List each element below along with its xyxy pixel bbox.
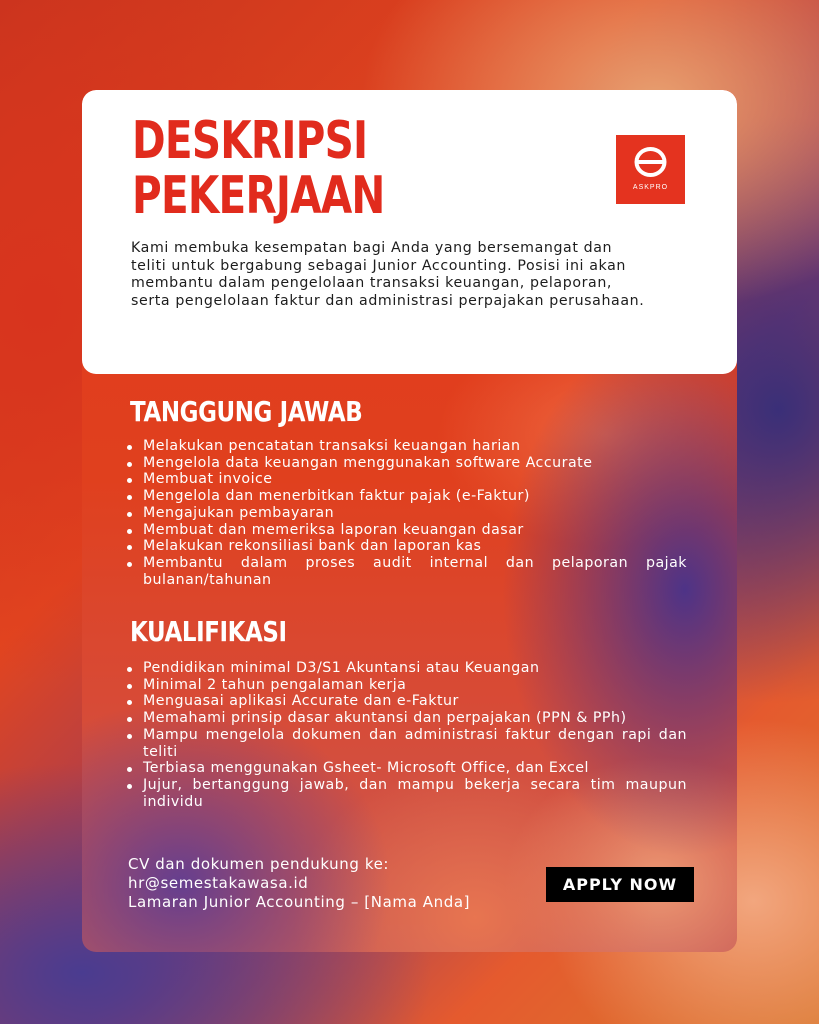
list-item: Pendidikan minimal D3/S1 Akuntansi atau Keuangan bbox=[125, 660, 687, 677]
title-line-2: PEKERJAAN bbox=[132, 166, 385, 226]
header-panel bbox=[82, 90, 737, 374]
list-item: Mengajukan pembayaran bbox=[125, 505, 687, 522]
qualifications-title: KUALIFIKASI bbox=[130, 615, 287, 648]
list-item: Mengelola data keuangan menggunakan software Accurate bbox=[125, 455, 687, 472]
job-card bbox=[82, 90, 737, 952]
list-item: Minimal 2 tahun pengalaman kerja bbox=[125, 677, 687, 694]
title-line-1: DESKRIPSI bbox=[132, 111, 368, 171]
list-item: Menguasai aplikasi Accurate dan e-Faktur bbox=[125, 693, 687, 710]
qualifications-list bbox=[125, 660, 687, 810]
list-item: Melakukan rekonsiliasi bank dan laporan kas bbox=[125, 538, 687, 555]
list-item: Jujur, bertanggung jawab, dan mampu bekerja secara tim maupun individu bbox=[125, 777, 687, 810]
page-title bbox=[132, 111, 385, 226]
list-item: Mampu mengelola dokumen dan administrasi faktur dengan rapi dan teliti bbox=[125, 727, 687, 760]
responsibilities-list bbox=[125, 438, 687, 588]
company-logo bbox=[616, 135, 685, 204]
logo-text: ASKPRO bbox=[632, 184, 669, 191]
list-item: Mengelola dan menerbitkan faktur pajak (e-Faktur) bbox=[125, 488, 687, 505]
responsibilities-title: TANGGUNG JAWAB bbox=[130, 395, 363, 428]
list-item: Melakukan pencatatan transaksi keuangan harian bbox=[125, 438, 687, 455]
list-item: Membuat invoice bbox=[125, 471, 687, 488]
intro-text: Kami membuka kesempatan bagi Anda yang bersemangat dan teliti untuk bergabung sebagai Junior Accounting. Posisi ini akan membantu dalam pengelolaan transaksi keuangan, pelaporan, serta pengelolaan faktur dan administrasi perpajakan perusahaan. bbox=[131, 240, 645, 309]
contact-subject: Lamaran Junior Accounting – [Nama Anda] bbox=[128, 893, 471, 911]
list-item: Terbiasa menggunakan Gsheet- Microsoft Office, dan Excel bbox=[125, 760, 687, 777]
contact-email[interactable]: hr@semestakawasa.id bbox=[128, 874, 309, 892]
apply-now-button[interactable]: APPLY NOW bbox=[546, 867, 694, 902]
list-item: Membuat dan memeriksa laporan keuangan dasar bbox=[125, 522, 687, 539]
logo-ring-icon bbox=[616, 135, 685, 204]
contact-instruction: CV dan dokumen pendukung ke: bbox=[128, 855, 390, 873]
contact-info bbox=[128, 855, 470, 912]
list-item: Memahami prinsip dasar akuntansi dan perpajakan (PPN & PPh) bbox=[125, 710, 687, 727]
list-item: Membantu dalam proses audit internal dan pelaporan pajak bulanan/tahunan bbox=[125, 555, 687, 588]
